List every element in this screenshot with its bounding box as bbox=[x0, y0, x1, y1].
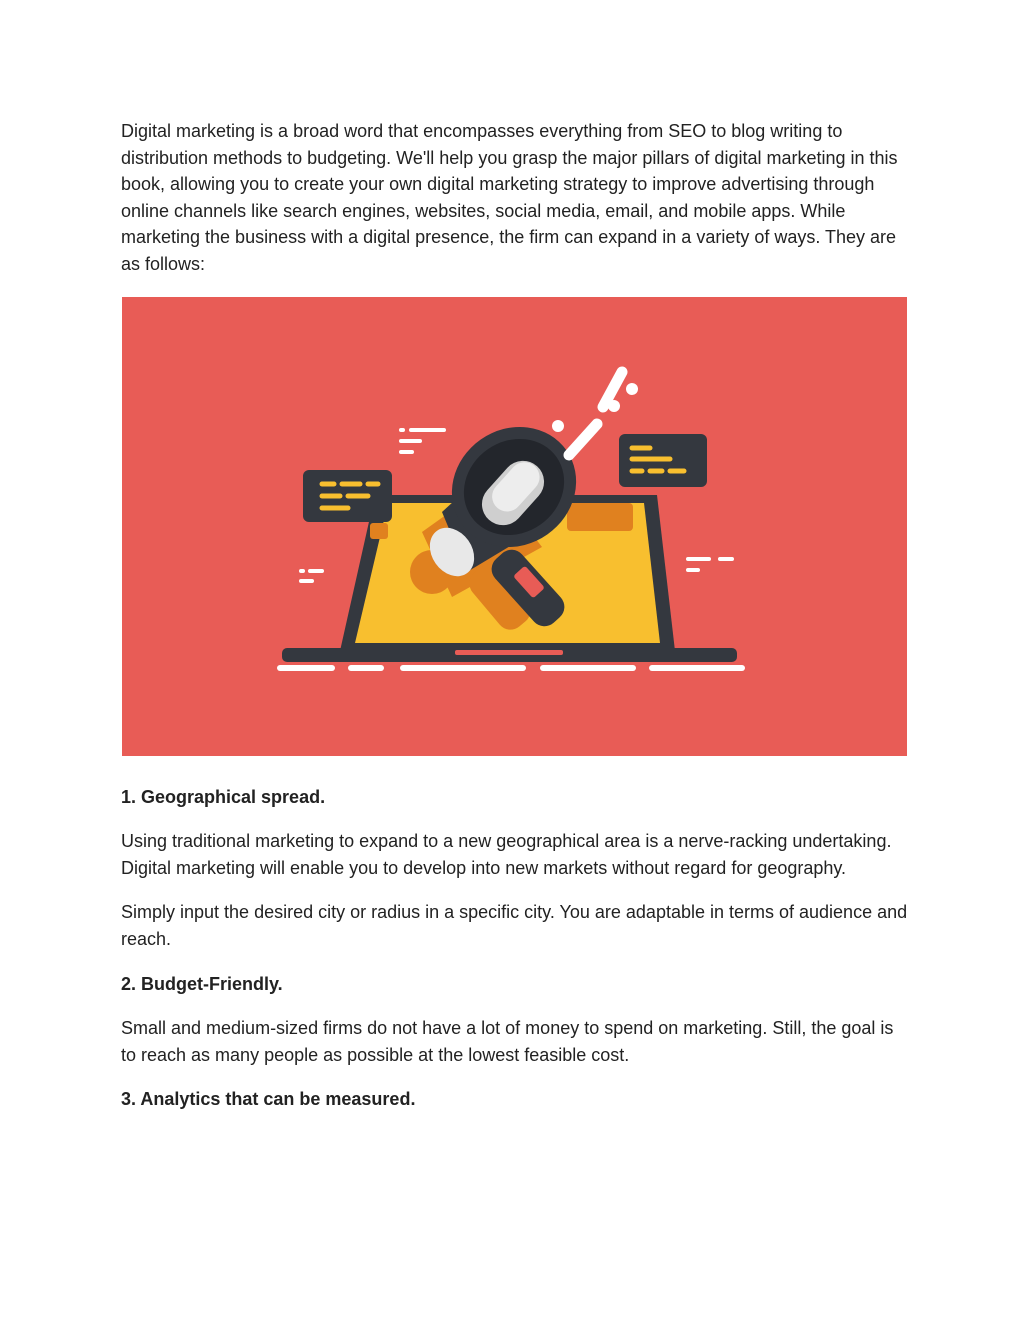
section-paragraph: Using traditional marketing to expand to a new geographical area is a nerve-racking undertaking. Digital marketing will enable you to develop into new markets without regard for geography. bbox=[121, 831, 892, 878]
chat-bubble-right-icon bbox=[619, 434, 707, 487]
intro-paragraph: Digital marketing is a broad word that encompasses everything from SEO to blog writing to distribution methods to budgeting. We'll help you grasp the major pillars of digital marketing in this book, allowing you to create your own digital marketing strategy to improve advertising through online channels like search engines, websites, social media, email, and mobile apps. While marketing the business with a digital presence, the firm can expand in a variety of ways. They are as follows: bbox=[121, 121, 898, 274]
section-paragraph: Simply input the desired city or radius in a specific city. You are adaptable in terms of audience and reach. bbox=[121, 902, 908, 949]
section-paragraph: Small and medium-sized firms do not have a lot of money to spend on marketing. Still, the goal is to reach as many people as possible at the lowest feasible cost. bbox=[121, 1018, 894, 1065]
section-heading: 1. Geographical spread. bbox=[121, 786, 326, 807]
megaphone-laptop-illustration bbox=[122, 297, 907, 756]
chat-bubble-left-icon bbox=[303, 470, 392, 522]
document-page bbox=[121, 118, 911, 1131]
section-heading: 2. Budget-Friendly. bbox=[121, 973, 283, 994]
section-heading: 3. Analytics that can be measured. bbox=[121, 1089, 416, 1110]
